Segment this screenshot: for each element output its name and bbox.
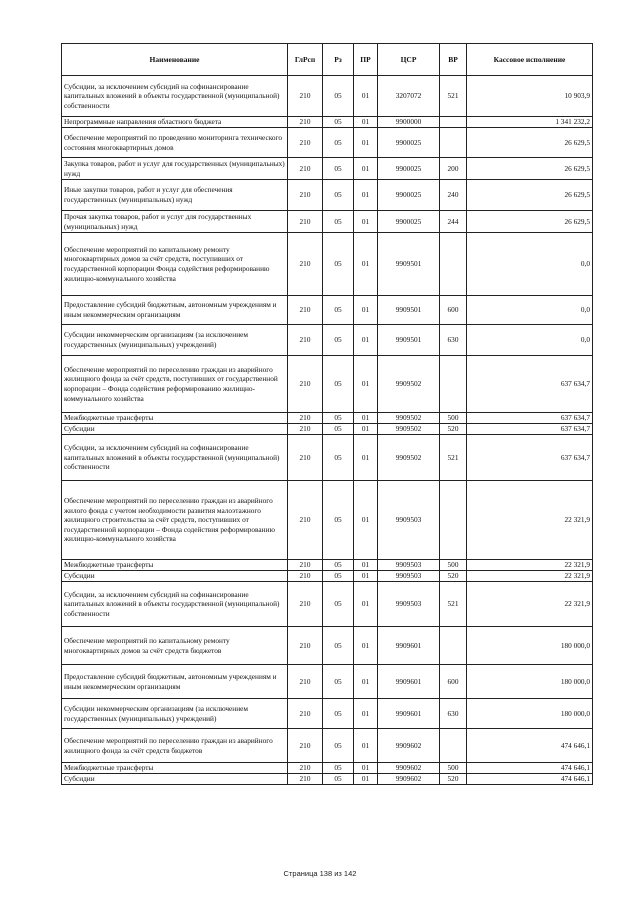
cell-rz: 05	[323, 481, 354, 560]
cell-csr: 9909501	[378, 325, 440, 356]
cell-rz: 05	[323, 180, 354, 211]
table-row	[62, 665, 593, 699]
cell-pr: 01	[354, 699, 378, 729]
cell-rz: 05	[323, 76, 354, 117]
header-pr: ПР	[354, 44, 378, 76]
cell-glrsp: 210	[288, 424, 323, 435]
cell-vr: 630	[440, 325, 467, 356]
cell-amount: 637 634,7	[467, 424, 593, 435]
cell-glrsp: 210	[288, 763, 323, 774]
cell-name: Субсидии	[62, 774, 288, 785]
cell-name: Закупка товаров, работ и услуг для государственных (муниципальных) нужд	[62, 158, 288, 180]
table-row	[62, 158, 593, 180]
cell-name: Обеспечение мероприятий по переселению граждан из аварийного жилого фонда с учетом необходимости развития малоэтажного жилищного строительства за счёт средств, поступивших от государственной корпорации – Фонда содействия реформированию жилищно-коммунального хозяйства	[62, 481, 288, 560]
cell-pr: 01	[354, 729, 378, 763]
cell-amount: 26 629,5	[467, 211, 593, 233]
cell-amount: 26 629,5	[467, 180, 593, 211]
cell-rz: 05	[323, 233, 354, 296]
cell-rz: 05	[323, 211, 354, 233]
table-row	[62, 296, 593, 325]
cell-vr: 521	[440, 435, 467, 481]
cell-pr: 01	[354, 481, 378, 560]
cell-csr: 9909503	[378, 560, 440, 571]
cell-name: Субсидии, за исключением субсидий на софинансирование капитальных вложений в объекты государственной (муниципальной) собственности	[62, 582, 288, 627]
cell-rz: 05	[323, 571, 354, 582]
cell-name: Обеспечение мероприятий по переселению граждан из аварийного жилищного фонда за счёт средств, поступивших от государственной корпорации – Фонда содействия реформированию жилищно-коммунального хозяйства	[62, 356, 288, 413]
table-row	[62, 774, 593, 785]
cell-amount: 22 321,9	[467, 582, 593, 627]
cell-amount: 474 646,1	[467, 729, 593, 763]
cell-csr: 9900025	[378, 180, 440, 211]
cell-pr: 01	[354, 211, 378, 233]
cell-pr: 01	[354, 665, 378, 699]
cell-amount: 0,0	[467, 296, 593, 325]
table-row	[62, 325, 593, 356]
cell-vr	[440, 233, 467, 296]
cell-name: Субсидии	[62, 424, 288, 435]
cell-name: Прочая закупка товаров, работ и услуг для государственных (муниципальных) нужд	[62, 211, 288, 233]
cell-name: Обеспечение мероприятий по капитальному ремонту многоквартирных домов за счёт средств бюджетов	[62, 627, 288, 665]
cell-glrsp: 210	[288, 296, 323, 325]
cell-pr: 01	[354, 356, 378, 413]
cell-glrsp: 210	[288, 481, 323, 560]
cell-csr: 9909502	[378, 435, 440, 481]
cell-rz: 05	[323, 296, 354, 325]
cell-amount: 637 634,7	[467, 413, 593, 424]
cell-amount: 637 634,7	[467, 356, 593, 413]
cell-csr: 9909501	[378, 296, 440, 325]
cell-vr: 630	[440, 699, 467, 729]
table-row	[62, 117, 593, 128]
table-row	[62, 180, 593, 211]
cell-name: Субсидии некоммерческим организациям (за исключением государственных (муниципальных) учреждений)	[62, 699, 288, 729]
cell-amount: 180 000,0	[467, 699, 593, 729]
cell-csr: 3207072	[378, 76, 440, 117]
cell-vr: 520	[440, 774, 467, 785]
cell-vr	[440, 356, 467, 413]
cell-amount: 637 634,7	[467, 435, 593, 481]
table-row	[62, 571, 593, 582]
cell-amount: 474 646,1	[467, 774, 593, 785]
cell-vr	[440, 729, 467, 763]
cell-glrsp: 210	[288, 325, 323, 356]
cell-vr	[440, 627, 467, 665]
page-number: Страница 138 из 142	[283, 869, 357, 878]
cell-amount: 474 646,1	[467, 763, 593, 774]
cell-amount: 180 000,0	[467, 665, 593, 699]
cell-amount: 0,0	[467, 233, 593, 296]
cell-glrsp: 210	[288, 774, 323, 785]
cell-vr	[440, 128, 467, 158]
cell-pr: 01	[354, 128, 378, 158]
cell-glrsp: 210	[288, 729, 323, 763]
cell-rz: 05	[323, 128, 354, 158]
cell-csr: 9909601	[378, 699, 440, 729]
table-header-row	[62, 44, 593, 76]
cell-name: Обеспечение мероприятий по капитальному ремонту многоквартирных домов за счёт средств, поступивших от государственной корпорации Фонда содействия реформированию жилищно-коммунального хозяйства	[62, 233, 288, 296]
cell-pr: 01	[354, 117, 378, 128]
cell-name: Межбюджетные трансферты	[62, 560, 288, 571]
cell-vr: 200	[440, 158, 467, 180]
cell-name: Межбюджетные трансферты	[62, 763, 288, 774]
cell-rz: 05	[323, 424, 354, 435]
cell-rz: 05	[323, 699, 354, 729]
cell-pr: 01	[354, 582, 378, 627]
cell-vr: 521	[440, 76, 467, 117]
cell-vr: 500	[440, 560, 467, 571]
cell-glrsp: 210	[288, 627, 323, 665]
cell-csr: 9909602	[378, 729, 440, 763]
cell-glrsp: 210	[288, 571, 323, 582]
table-row	[62, 76, 593, 117]
table-row	[62, 699, 593, 729]
header-glrsp: ГлРсп	[288, 44, 323, 76]
cell-amount: 22 321,9	[467, 481, 593, 560]
cell-name: Субсидии, за исключением субсидий на софинансирование капитальных вложений в объекты государственной (муниципальной) собственности	[62, 435, 288, 481]
cell-amount: 10 903,9	[467, 76, 593, 117]
cell-pr: 01	[354, 158, 378, 180]
cell-pr: 01	[354, 435, 378, 481]
table-row	[62, 413, 593, 424]
cell-vr: 600	[440, 296, 467, 325]
cell-name: Предоставление субсидий бюджетным, автономным учреждениям и иным некоммерческим организациям	[62, 296, 288, 325]
table-row	[62, 128, 593, 158]
cell-pr: 01	[354, 325, 378, 356]
table-row	[62, 763, 593, 774]
cell-glrsp: 210	[288, 158, 323, 180]
cell-pr: 01	[354, 233, 378, 296]
cell-vr: 520	[440, 424, 467, 435]
cell-name: Субсидии, за исключением субсидий на софинансирование капитальных вложений в объекты государственной (муниципальной) собственности	[62, 76, 288, 117]
cell-vr: 521	[440, 582, 467, 627]
cell-name: Предоставление субсидий бюджетным, автономным учреждениям и иным некоммерческим организациям	[62, 665, 288, 699]
cell-csr: 9909503	[378, 582, 440, 627]
cell-glrsp: 210	[288, 413, 323, 424]
cell-name: Субсидии некоммерческим организациям (за исключением государственных (муниципальных) учреждений)	[62, 325, 288, 356]
header-vr: ВР	[440, 44, 467, 76]
table-row	[62, 582, 593, 627]
cell-amount: 0,0	[467, 325, 593, 356]
cell-glrsp: 210	[288, 665, 323, 699]
cell-pr: 01	[354, 774, 378, 785]
cell-glrsp: 210	[288, 356, 323, 413]
cell-rz: 05	[323, 627, 354, 665]
cell-rz: 05	[323, 763, 354, 774]
cell-csr: 9900025	[378, 211, 440, 233]
header-name: Наименование	[62, 44, 288, 76]
cell-csr: 9909502	[378, 356, 440, 413]
cell-csr: 9909502	[378, 424, 440, 435]
cell-rz: 05	[323, 560, 354, 571]
cell-name: Межбюджетные трансферты	[62, 413, 288, 424]
cell-rz: 05	[323, 413, 354, 424]
cell-pr: 01	[354, 763, 378, 774]
table-row	[62, 560, 593, 571]
cell-rz: 05	[323, 158, 354, 180]
cell-pr: 01	[354, 571, 378, 582]
cell-rz: 05	[323, 582, 354, 627]
cell-vr: 244	[440, 211, 467, 233]
cell-amount: 1 341 232,2	[467, 117, 593, 128]
cell-name: Непрограммные направления областного бюджета	[62, 117, 288, 128]
cell-rz: 05	[323, 435, 354, 481]
cell-vr: 520	[440, 571, 467, 582]
table-row	[62, 211, 593, 233]
budget-execution-table	[61, 43, 593, 785]
cell-vr: 500	[440, 763, 467, 774]
table-body	[62, 76, 593, 785]
table-row	[62, 481, 593, 560]
cell-pr: 01	[354, 296, 378, 325]
cell-csr: 9909602	[378, 774, 440, 785]
cell-glrsp: 210	[288, 582, 323, 627]
cell-csr: 9909501	[378, 233, 440, 296]
cell-rz: 05	[323, 325, 354, 356]
cell-vr: 600	[440, 665, 467, 699]
cell-rz: 05	[323, 356, 354, 413]
cell-amount: 26 629,5	[467, 128, 593, 158]
cell-csr: 9909601	[378, 627, 440, 665]
cell-pr: 01	[354, 76, 378, 117]
cell-pr: 01	[354, 424, 378, 435]
cell-vr	[440, 117, 467, 128]
cell-csr: 9909602	[378, 763, 440, 774]
cell-csr: 9909503	[378, 481, 440, 560]
cell-vr: 240	[440, 180, 467, 211]
cell-vr	[440, 481, 467, 560]
cell-amount: 180 000,0	[467, 627, 593, 665]
cell-csr: 9900000	[378, 117, 440, 128]
cell-csr: 9909601	[378, 665, 440, 699]
cell-csr: 9909502	[378, 413, 440, 424]
cell-vr: 500	[440, 413, 467, 424]
cell-name: Субсидии	[62, 571, 288, 582]
cell-name: Обеспечение мероприятий по проведению мониторинга технического состояния многоквартирных домов	[62, 128, 288, 158]
table-row	[62, 729, 593, 763]
table-row	[62, 356, 593, 413]
table-row	[62, 424, 593, 435]
cell-pr: 01	[354, 560, 378, 571]
cell-amount: 22 321,9	[467, 571, 593, 582]
cell-glrsp: 210	[288, 211, 323, 233]
cell-name: Обеспечение мероприятий по переселению граждан из аварийного жилищного фонда за счёт средств бюджетов	[62, 729, 288, 763]
cell-pr: 01	[354, 413, 378, 424]
header-csr: ЦСР	[378, 44, 440, 76]
cell-pr: 01	[354, 627, 378, 665]
table-row	[62, 233, 593, 296]
cell-glrsp: 210	[288, 128, 323, 158]
cell-glrsp: 210	[288, 435, 323, 481]
cell-glrsp: 210	[288, 233, 323, 296]
cell-rz: 05	[323, 774, 354, 785]
cell-name: Иные закупки товаров, работ и услуг для обеспечения государственных (муниципальных) нужд	[62, 180, 288, 211]
cell-rz: 05	[323, 665, 354, 699]
header-amount: Кассовое исполнение	[467, 44, 593, 76]
cell-pr: 01	[354, 180, 378, 211]
cell-csr: 9900025	[378, 158, 440, 180]
cell-amount: 26 629,5	[467, 158, 593, 180]
cell-rz: 05	[323, 729, 354, 763]
cell-csr: 9909503	[378, 571, 440, 582]
cell-csr: 9900025	[378, 128, 440, 158]
cell-glrsp: 210	[288, 180, 323, 211]
cell-glrsp: 210	[288, 560, 323, 571]
cell-glrsp: 210	[288, 699, 323, 729]
cell-amount: 22 321,9	[467, 560, 593, 571]
cell-glrsp: 210	[288, 76, 323, 117]
cell-glrsp: 210	[288, 117, 323, 128]
table-row	[62, 435, 593, 481]
table-row	[62, 627, 593, 665]
cell-rz: 05	[323, 117, 354, 128]
header-rz: Рз	[323, 44, 354, 76]
